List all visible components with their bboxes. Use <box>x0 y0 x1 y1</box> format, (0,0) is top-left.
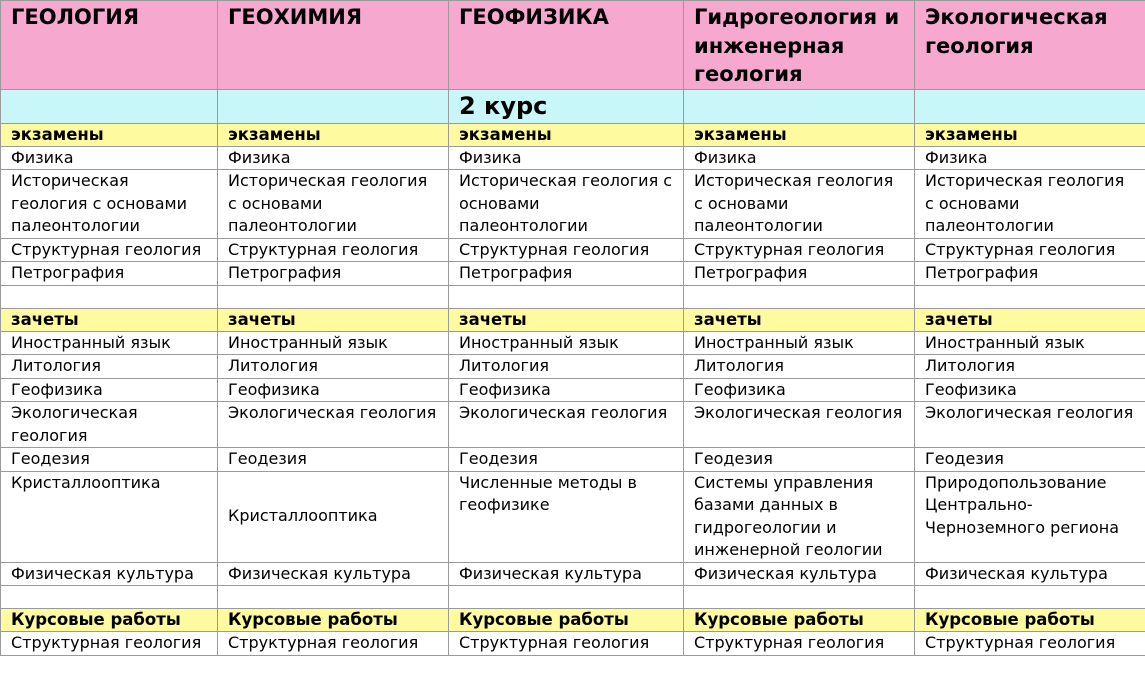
table-cell: Петрография <box>449 262 684 286</box>
table-row <box>1 170 1145 239</box>
table-cell: Кристаллооптика <box>218 471 449 562</box>
header-geology: ГЕОЛОГИЯ <box>1 1 218 90</box>
table-cell: Физическая культура <box>684 562 915 586</box>
table-cell: Физическая культура <box>449 562 684 586</box>
table-cell: Экологическая геология <box>449 402 684 448</box>
table-cell: Структурная геология <box>915 238 1145 262</box>
header-row <box>1 1 1145 90</box>
section-label: экзамены <box>1 123 218 146</box>
table-cell: Петрография <box>1 262 218 286</box>
table-cell: Физическая культура <box>915 562 1145 586</box>
table-row <box>1 448 1145 472</box>
table-cell: Геодезия <box>218 448 449 472</box>
table-cell: Физика <box>684 146 915 170</box>
table-cell: Структурная геология <box>915 632 1145 656</box>
table-cell: Иностранный язык <box>684 331 915 355</box>
table-cell: Петрография <box>218 262 449 286</box>
table-cell: Петрография <box>684 262 915 286</box>
section-label: экзамены <box>684 123 915 146</box>
table-cell: Структурная геология <box>218 632 449 656</box>
table-cell: Физическая культура <box>218 562 449 586</box>
course-label: 2 курс <box>449 89 684 123</box>
table-cell: Геодезия <box>915 448 1145 472</box>
section-label: зачеты <box>684 308 915 331</box>
table-cell: Иностранный язык <box>449 331 684 355</box>
table-row <box>1 471 1145 562</box>
table-cell: Структурная геология <box>684 238 915 262</box>
table-cell: Иностранный язык <box>915 331 1145 355</box>
table-cell: Численные методы в геофизике <box>449 471 684 562</box>
table-cell: Литология <box>684 355 915 379</box>
section-coursework <box>1 609 1145 632</box>
table-cell: Геофизика <box>915 378 1145 402</box>
table-cell: Литология <box>449 355 684 379</box>
table-row <box>1 331 1145 355</box>
table-cell: Литология <box>1 355 218 379</box>
header-ecological-geology: Экологическая геология <box>915 1 1145 90</box>
table-cell: Петрография <box>915 262 1145 286</box>
empty-row <box>1 586 1145 609</box>
section-label: Курсовые работы <box>684 609 915 632</box>
table-cell: Экологическая геология <box>684 402 915 448</box>
table-cell: Геофизика <box>449 378 684 402</box>
table-cell: Геофизика <box>1 378 218 402</box>
table-cell: Геофизика <box>684 378 915 402</box>
header-geochemistry: ГЕОХИМИЯ <box>218 1 449 90</box>
table-cell: Структурная геология <box>449 632 684 656</box>
table-cell: Структурная геология <box>1 632 218 656</box>
table-cell: Историческая геология с основами палеонтологии <box>218 170 449 239</box>
table-cell: Историческая геология с основами палеонтологии <box>449 170 684 239</box>
table-cell: Физика <box>449 146 684 170</box>
section-label: Курсовые работы <box>1 609 218 632</box>
table-cell: Литология <box>218 355 449 379</box>
table-cell: Геофизика <box>218 378 449 402</box>
table-row <box>1 562 1145 586</box>
table-cell: Экологическая геология <box>915 402 1145 448</box>
section-label: зачеты <box>218 308 449 331</box>
section-label: Курсовые работы <box>449 609 684 632</box>
table-cell: Иностранный язык <box>1 331 218 355</box>
table-row <box>1 355 1145 379</box>
table-cell: Экологическая геология <box>1 402 218 448</box>
table-cell: Физика <box>218 146 449 170</box>
table-cell: Литология <box>915 355 1145 379</box>
table-cell: Геодезия <box>449 448 684 472</box>
table-cell: Системы управления базами данных в гидрогеологии и инженерной геологии <box>684 471 915 562</box>
table-cell: Физика <box>915 146 1145 170</box>
table-cell: Структурная геология <box>218 238 449 262</box>
table-cell: Историческая геология с основами палеонтологии <box>915 170 1145 239</box>
table-cell: Иностранный язык <box>218 331 449 355</box>
section-label: экзамены <box>449 123 684 146</box>
table-row <box>1 632 1145 656</box>
section-label: зачеты <box>915 308 1145 331</box>
section-exams <box>1 123 1145 146</box>
empty-row <box>1 285 1145 308</box>
header-hydrogeology: Гидрогеология и инженерная геология <box>684 1 915 90</box>
table-cell: Геодезия <box>1 448 218 472</box>
table-cell: Физическая культура <box>1 562 218 586</box>
table-cell: Структурная геология <box>449 238 684 262</box>
table-row <box>1 262 1145 286</box>
section-label: Курсовые работы <box>915 609 1145 632</box>
section-label: экзамены <box>915 123 1145 146</box>
section-label: зачеты <box>1 308 218 331</box>
section-label: Курсовые работы <box>218 609 449 632</box>
table-cell: Структурная геология <box>684 632 915 656</box>
table-row <box>1 238 1145 262</box>
table-cell: Природопользование Центрально-Черноземного региона <box>915 471 1145 562</box>
table-row <box>1 378 1145 402</box>
section-label: зачеты <box>449 308 684 331</box>
course-row <box>1 89 1145 123</box>
section-credits <box>1 308 1145 331</box>
header-geophysics: ГЕОФИЗИКА <box>449 1 684 90</box>
table-cell: Историческая геология с основами палеонтологии <box>1 170 218 239</box>
table-row <box>1 402 1145 448</box>
table-cell: Геодезия <box>684 448 915 472</box>
section-label: экзамены <box>218 123 449 146</box>
table-cell: Структурная геология <box>1 238 218 262</box>
table-cell: Физика <box>1 146 218 170</box>
table-cell: Экологическая геология <box>218 402 449 448</box>
table-cell: Кристаллооптика <box>1 471 218 562</box>
table-cell: Историческая геология с основами палеонтологии <box>684 170 915 239</box>
table-row <box>1 146 1145 170</box>
